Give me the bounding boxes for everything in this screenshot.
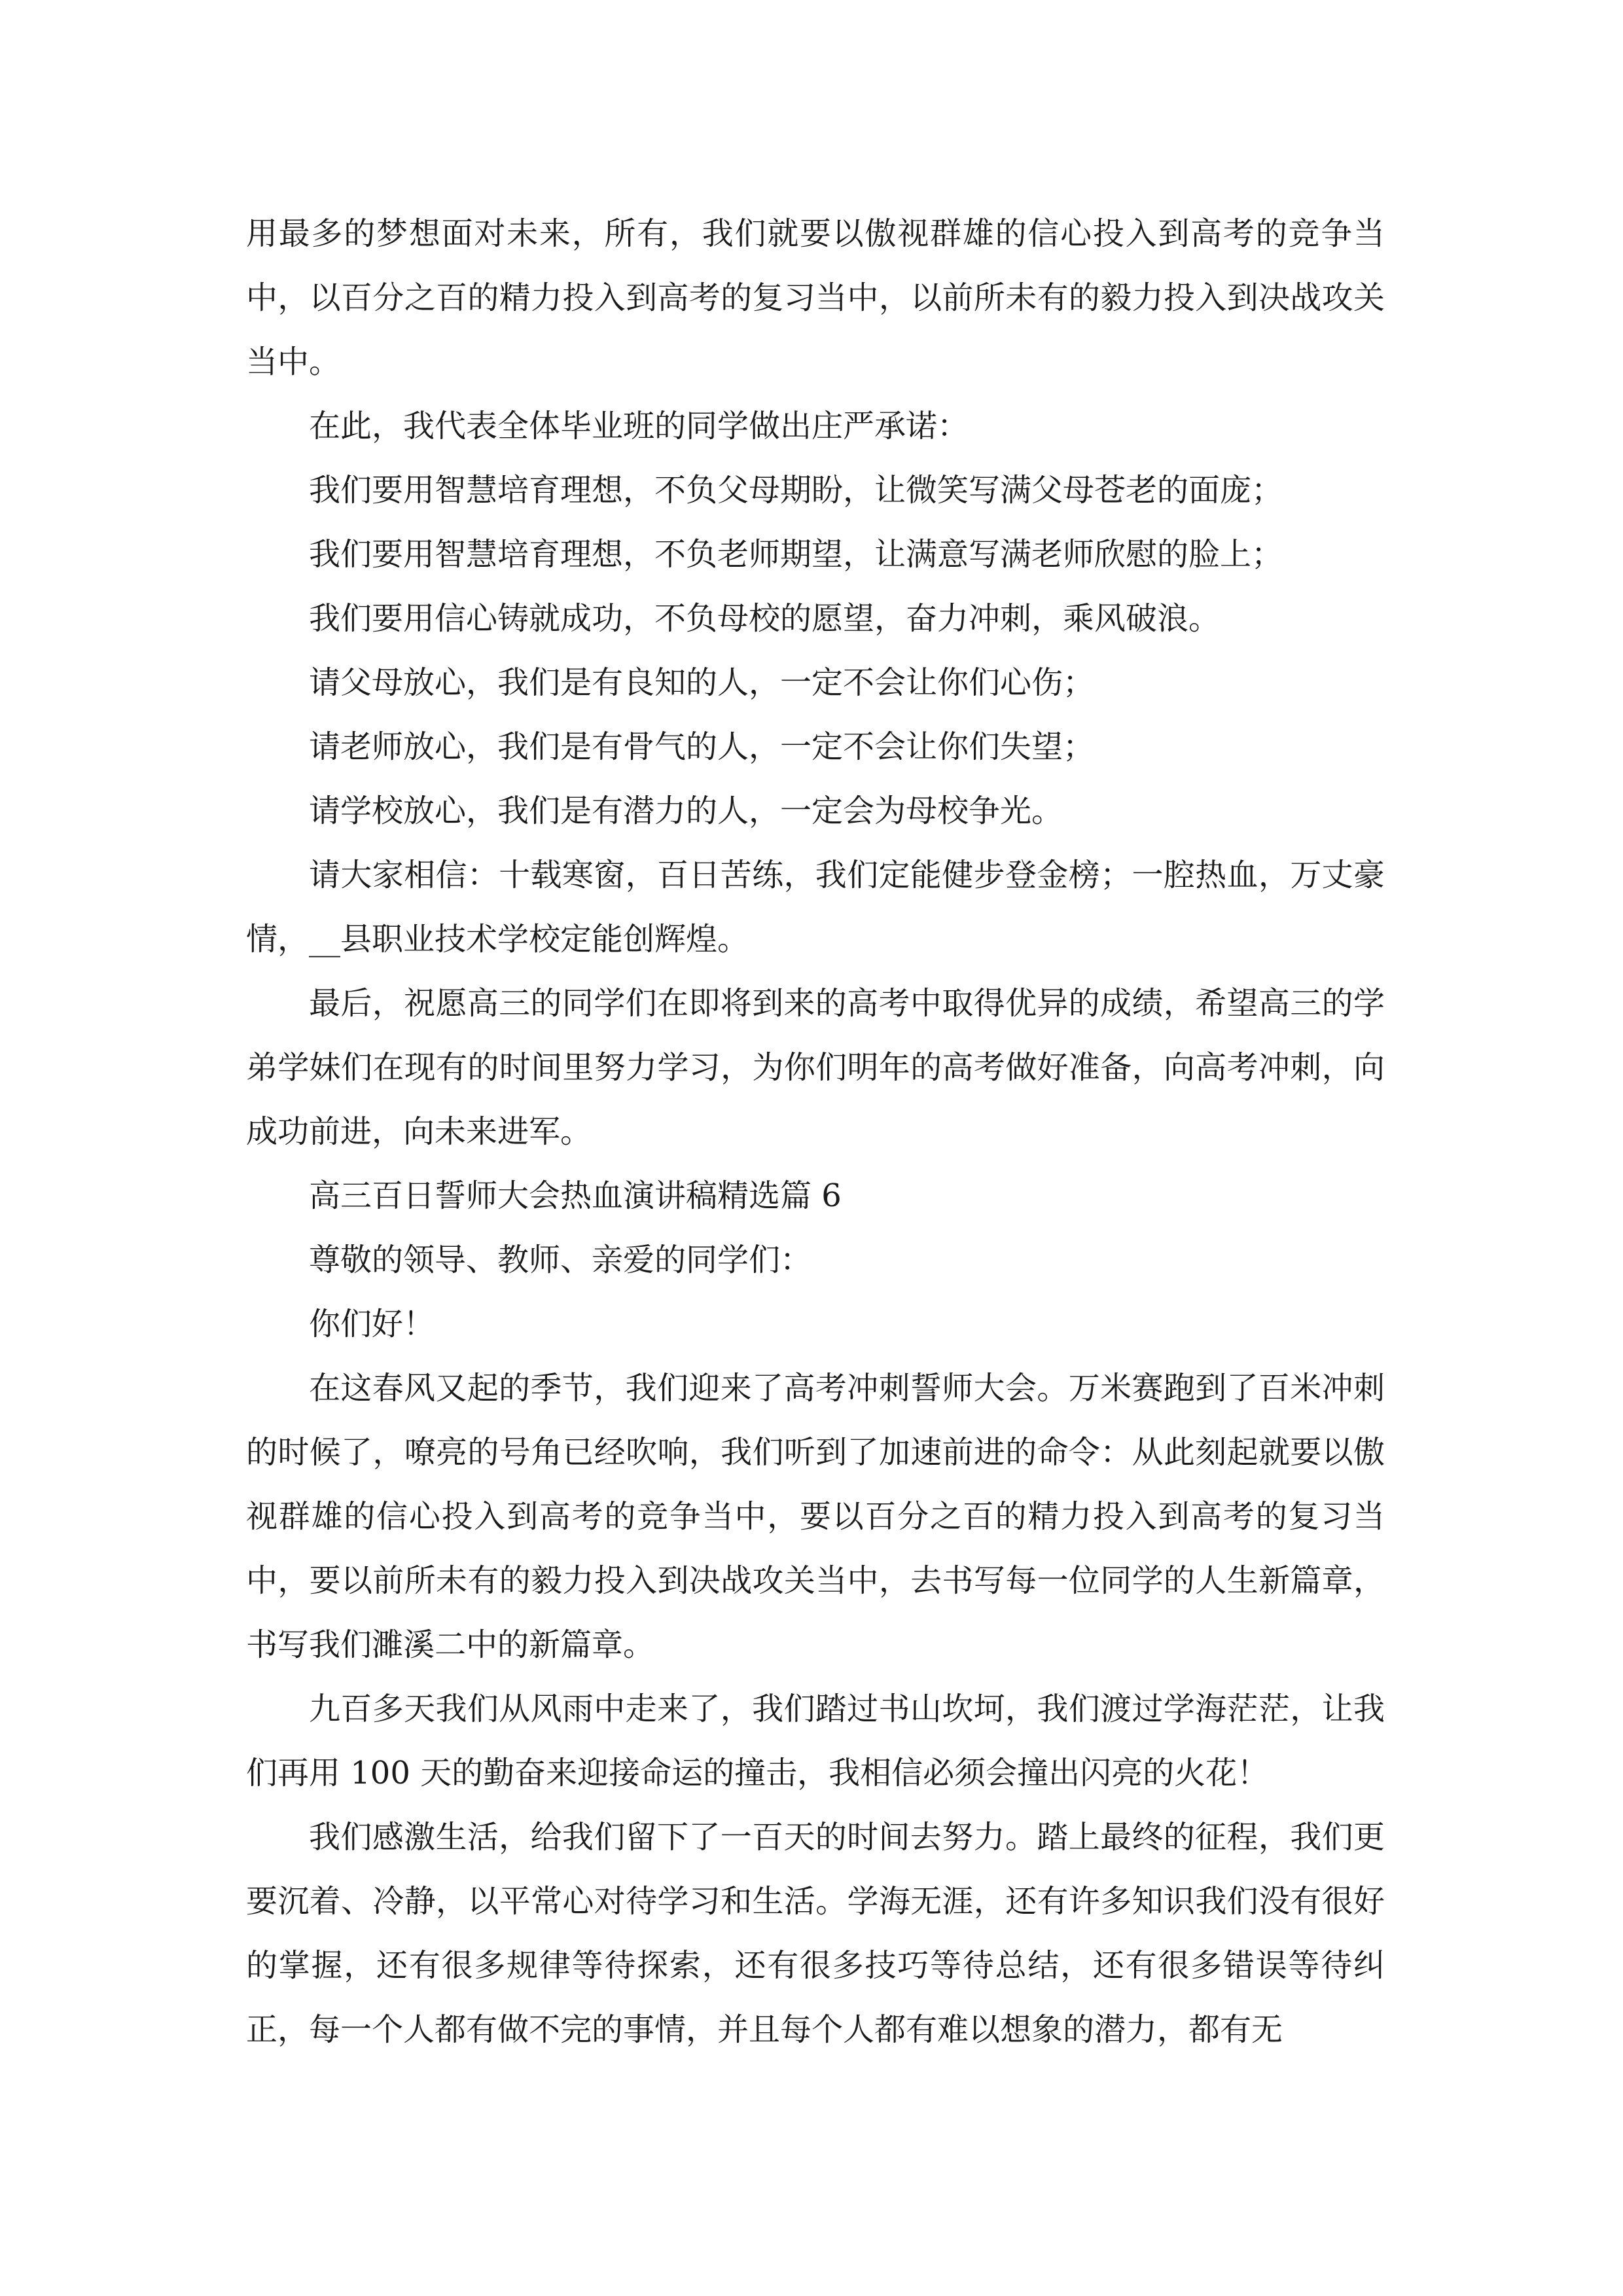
section-title: 高三百日誓师大会热血演讲稿精选篇 6 <box>309 1177 842 1214</box>
document-body <box>246 202 1385 2062</box>
paragraph-believe: 请大家相信：十载寒窗，百日苦练，我们定能健步登金榜；一腔热血，万丈豪情，__县职业技术学校定能创辉煌。 <box>246 857 1385 958</box>
paragraph-closing-wishes: 最后，祝愿高三的同学们在即将到来的高考中取得优异的成绩，希望高三的学弟学妹们在现有的时间里努力学习，为你们明年的高考做好准备，向高考冲刺，向成功前进，向未来进军。 <box>246 985 1385 1150</box>
paragraph-spring-rally: 在这春风又起的季节，我们迎来了高考冲刺誓师大会。万米赛跑到了百米冲刺的时候了，嘹亮的号角已经吹响，我们听到了加速前进的命令：从此刻起就要以傲视群雄的信心投入到高考的竞争当中，要以百分之百的精力投入到高考的复习当中，要以前所未有的毅力投入到决战攻关当中，去书写每一位同学的人生新篇章，书写我们濉溪二中的新篇章。 <box>246 1370 1385 1663</box>
paragraph-pledge-intro: 在此，我代表全体毕业班的同学做出庄严承诺： <box>309 408 969 444</box>
paragraph-grateful-life: 我们感激生活，给我们留下了一百天的时间去努力。踏上最终的征程，我们更要沉着、冷静，以平常心对待学习和生活。学海无涯，还有许多知识我们没有很好的掌握，还有很多规律等待探索，还有很多技巧等待总结，还有很多错误等待纠正，每一个人都有做不完的事情，并且每个人都有难以想象的潜力，都有无 <box>246 1819 1385 2048</box>
paragraph-pledge-school: 我们要用信心铸就成功，不负母校的愿望，奋力冲刺，乘风破浪。 <box>309 600 1221 637</box>
salutation: 尊敬的领导、教师、亲爱的同学们： <box>309 1242 812 1278</box>
paragraph-assure-teachers: 请老师放心，我们是有骨气的人，一定不会让你们失望； <box>309 728 1095 765</box>
paragraph-nine-hundred-days: 九百多天我们从风雨中走来了，我们踏过书山坎坷，我们渡过学海茫茫，让我们再用 100 天的勤奋来迎接命运的撞击，我相信必须会撞出闪亮的火花！ <box>246 1691 1385 1791</box>
paragraph-assure-school: 请学校放心，我们是有潜力的人，一定会为母校争光。 <box>309 793 1063 829</box>
paragraph-pledge-parents: 我们要用智慧培育理想，不负父母期盼，让微笑写满父母苍老的面庞； <box>309 472 1283 509</box>
paragraph-continuation: 用最多的梦想面对未来，所有，我们就要以傲视群雄的信心投入到高考的竞争当中，以百分之百的精力投入到高考的复习当中，以前所未有的毅力投入到决战攻关当中。 <box>246 215 1385 380</box>
paragraph-pledge-teachers: 我们要用智慧培育理想，不负老师期望，让满意写满老师欣慰的脸上； <box>309 536 1283 573</box>
greeting: 你们好！ <box>309 1306 435 1342</box>
paragraph-assure-parents: 请父母放心，我们是有良知的人，一定不会让你们心伤； <box>309 664 1095 701</box>
